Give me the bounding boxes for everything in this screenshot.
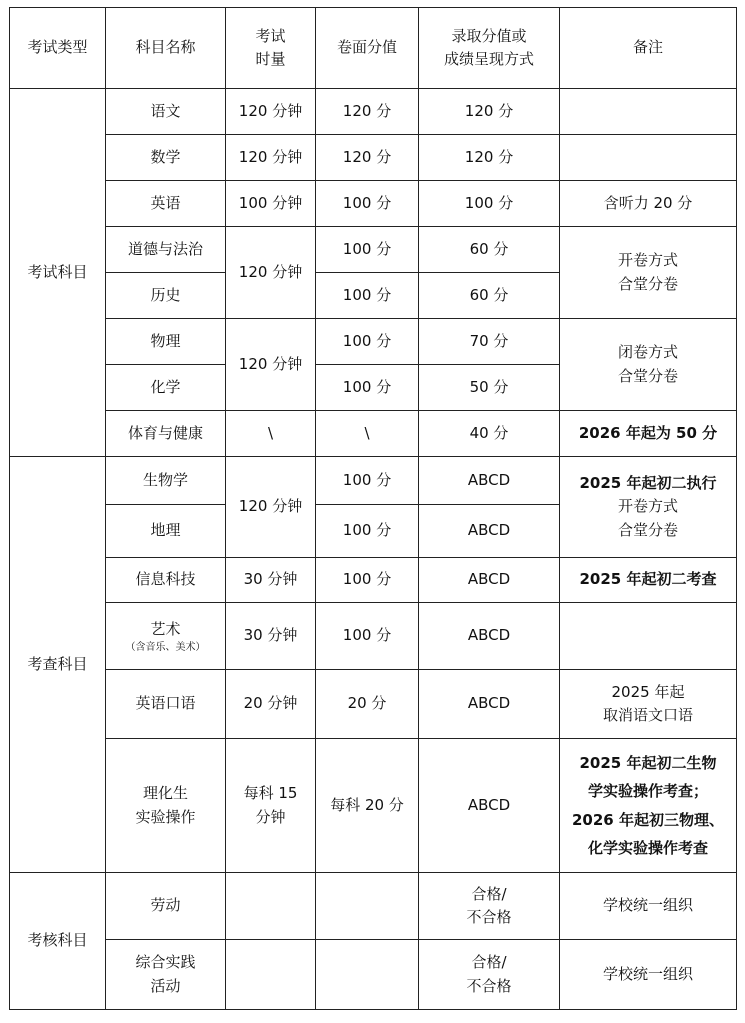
remark-line: 合堂分卷 [617,366,678,385]
paper-score-cell: 100 分 [316,603,419,670]
paper-score-cell: 每科 20 分 [316,739,419,873]
duration-cell [226,940,316,1010]
admission-line: 合格/ [471,953,507,972]
header-duration-l2: 时量 [255,50,286,68]
header-duration-l1: 考试 [255,26,286,45]
duration-cell: 100 分钟 [226,181,316,227]
duration-cell: 30 分钟 [226,558,316,603]
paper-score-cell: 100 分 [316,457,419,505]
duration-cell: 120 分钟 [226,457,316,558]
table-row [10,227,737,273]
duration-line: 每科 15 [243,784,298,803]
paper-score-cell: 100 分 [316,558,419,603]
table-row [10,135,737,181]
paper-score-cell: \ [316,411,419,457]
admission-cell: ABCD [419,603,560,670]
admission-cell: 120 分 [419,135,560,181]
subject-cell [106,603,226,670]
header-remarks: 备注 [560,8,737,89]
duration-cell [226,739,316,873]
subject-line: 综合实践 [135,953,196,972]
subject-label: 艺术 [150,619,181,638]
subject-cell: 劳动 [106,873,226,940]
table-row [10,670,737,739]
header-paper-score: 卷面分值 [316,8,419,89]
table-row [10,739,737,873]
subject-cell: 化学 [106,365,226,411]
duration-cell: 120 分钟 [226,89,316,135]
subject-cell: 历史 [106,273,226,319]
duration-cell: 30 分钟 [226,603,316,670]
paper-score-cell: 120 分 [316,135,419,181]
duration-cell: 120 分钟 [226,319,316,411]
subject-cell [106,739,226,873]
admission-cell: ABCD [419,670,560,739]
paper-score-cell [316,873,419,940]
subject-line: 实验操作 [135,807,196,826]
paper-score-cell: 100 分 [316,319,419,365]
admission-line: 不合格 [466,976,512,995]
admission-cell [419,873,560,940]
remark-line: 学实验操作考查； [587,782,708,800]
admission-line: 合格/ [471,884,507,903]
paper-score-cell: 100 分 [316,181,419,227]
group-check-subjects: 考查科目 [10,457,106,873]
duration-cell [226,873,316,940]
remark-line: 2025 年起初二生物 [579,753,717,772]
subject-cell: 语文 [106,89,226,135]
admission-cell: 70 分 [419,319,560,365]
remark-line: 开卷方式 [617,251,678,270]
subject-cell: 生物学 [106,457,226,505]
subject-cell: 数学 [106,135,226,181]
admission-cell: 40 分 [419,411,560,457]
remark-line: 化学实验操作考查 [587,839,708,857]
admission-cell: 60 分 [419,273,560,319]
remark-line: 开卷方式 [617,497,678,516]
admission-cell: 60 分 [419,227,560,273]
remark-line: 合堂分卷 [617,274,678,293]
remark-cell: 学校统一组织 [560,940,737,1010]
subject-note: （含音乐、美术） [125,642,206,654]
paper-score-cell: 20 分 [316,670,419,739]
remark-line: 取消语文口语 [602,706,693,724]
remark-cell [560,89,737,135]
admission-cell: ABCD [419,739,560,873]
paper-score-cell: 100 分 [316,273,419,319]
subject-cell: 地理 [106,505,226,558]
subject-line: 理化生 [142,784,188,803]
subject-cell: 道德与法治 [106,227,226,273]
subject-cell: 信息科技 [106,558,226,603]
subject-cell: 体育与健康 [106,411,226,457]
duration-cell: \ [226,411,316,457]
remark-line: 2025 年起 [611,682,685,701]
header-duration [226,8,316,89]
admission-cell [419,940,560,1010]
remark-cell [560,227,737,319]
exam-subjects-table [9,7,737,1010]
admission-cell: ABCD [419,505,560,558]
paper-score-cell: 100 分 [316,227,419,273]
table-row [10,940,737,1010]
admission-line: 不合格 [466,908,512,926]
table-row [10,319,737,365]
paper-score-cell: 100 分 [316,505,419,558]
remark-cell [560,739,737,873]
remark-cell: 2026 年起为 50 分 [560,411,737,457]
group-assess-subjects: 考核科目 [10,873,106,1010]
admission-cell: 120 分 [419,89,560,135]
header-admission-l1: 录取分值或 [451,26,527,45]
subject-cell: 物理 [106,319,226,365]
remark-cell: 2025 年起初二考查 [560,558,737,603]
subject-line: 活动 [150,976,181,995]
table-row [10,181,737,227]
remark-line: 2026 年起初三物理、 [572,810,724,829]
remark-cell: 学校统一组织 [560,873,737,940]
admission-cell: 50 分 [419,365,560,411]
header-row [10,8,737,89]
remark-line: 闭卷方式 [617,343,678,362]
remark-cell [560,603,737,670]
admission-cell: ABCD [419,558,560,603]
table-row [10,603,737,670]
paper-score-cell: 120 分 [316,89,419,135]
subject-cell: 英语 [106,181,226,227]
admission-cell: ABCD [419,457,560,505]
remark-line: 2025 年起初二执行 [579,474,717,493]
table-row [10,457,737,505]
remark-cell [560,457,737,558]
header-admission [419,8,560,89]
remark-cell [560,319,737,411]
remark-cell [560,670,737,739]
subject-cell: 英语口语 [106,670,226,739]
duration-cell: 120 分钟 [226,227,316,319]
remark-line: 合堂分卷 [617,520,678,539]
header-admission-l2: 成绩呈现方式 [443,50,534,68]
remark-cell [560,135,737,181]
table-row [10,558,737,603]
subject-cell [106,940,226,1010]
header-exam-type: 考试类型 [10,8,106,89]
table-row [10,411,737,457]
table-row [10,873,737,940]
duration-line: 分钟 [255,807,286,826]
table-row [10,89,737,135]
duration-cell: 20 分钟 [226,670,316,739]
group-exam-subjects: 考试科目 [10,89,106,457]
admission-cell: 100 分 [419,181,560,227]
remark-cell: 含听力 20 分 [560,181,737,227]
paper-score-cell [316,940,419,1010]
duration-cell: 120 分钟 [226,135,316,181]
paper-score-cell: 100 分 [316,365,419,411]
header-subject-name: 科目名称 [106,8,226,89]
